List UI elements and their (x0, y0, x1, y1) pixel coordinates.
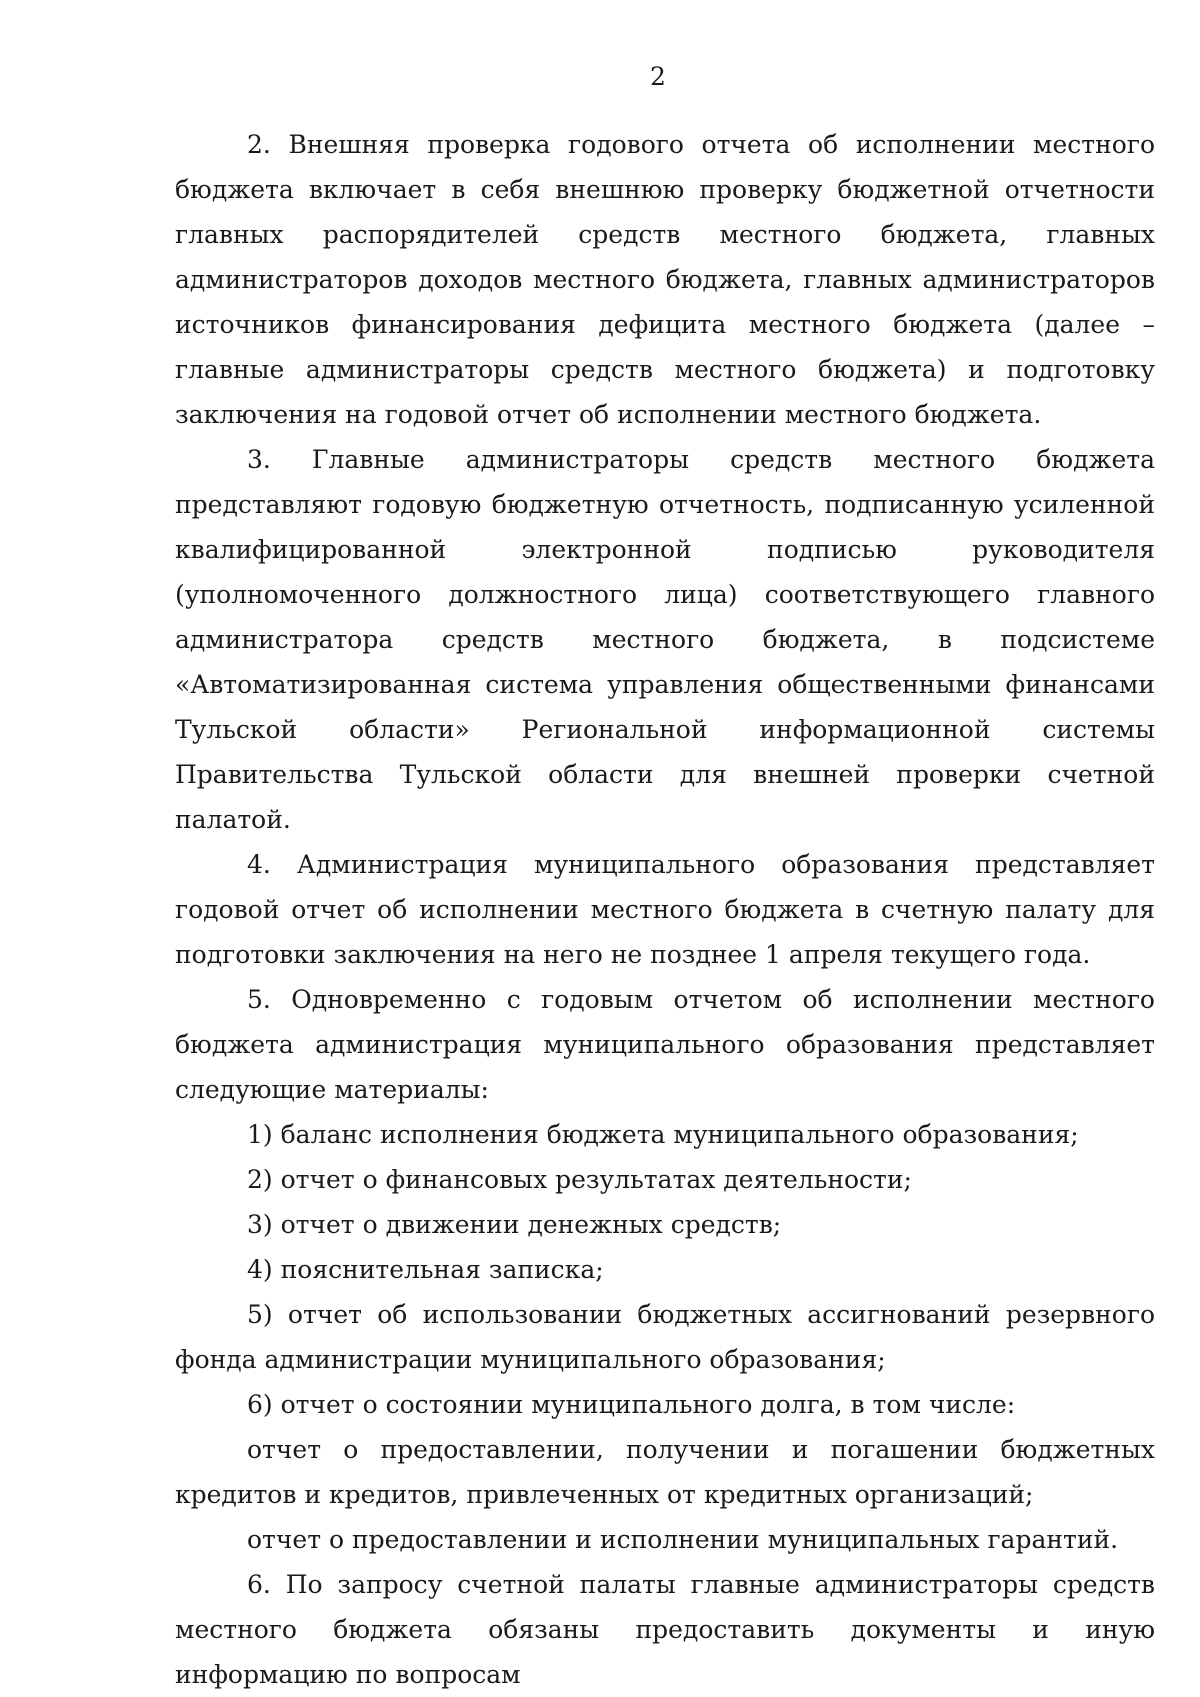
paragraph-2: 2. Внешняя проверка годового отчета об исполнении местного бюджета включает в себя внешнюю проверку бюджетной отчетности главных распорядителей средств местного бюджета, главных администраторов доходов местного бюджета, главных администраторов источников финансирования дефицита местного бюджета (далее – главные администраторы средств местного бюджета) и подготовку заключения на годовой отчет об исполнении местного бюджета. (175, 130, 1155, 429)
page-number: 2 (650, 62, 666, 91)
document-body (175, 122, 1155, 1697)
list-item-balance: 1) баланс исполнения бюджета муниципального образования; (247, 1120, 1079, 1149)
list-item-municipal-debt: 6) отчет о состоянии муниципального долга, в том числе: (247, 1390, 1016, 1419)
list-item-cash-flow: 3) отчет о движении денежных средств; (247, 1210, 782, 1239)
list-item-reserve-fund: 5) отчет об использовании бюджетных ассигнований резервного фонда администрации муниципального образования; (175, 1300, 1155, 1374)
paragraph-5: 5. Одновременно с годовым отчетом об исполнении местного бюджета администрация муниципального образования представляет следующие материалы: (175, 985, 1155, 1104)
sub-item-budget-credits: отчет о предоставлении, получении и погашении бюджетных кредитов и кредитов, привлеченных от кредитных организаций; (175, 1435, 1155, 1509)
list-item-explanatory-note: 4) пояснительная записка; (247, 1255, 604, 1284)
paragraph-4: 4. Администрация муниципального образования представляет годовой отчет об исполнении местного бюджета в счетную палату для подготовки заключения на него не позднее 1 апреля текущего года. (175, 850, 1155, 969)
paragraph-6: 6. По запросу счетной палаты главные администраторы средств местного бюджета обязаны предоставить документы и иную информацию по вопросам (175, 1570, 1155, 1689)
list-item-financial-results: 2) отчет о финансовых результатах деятельности; (247, 1165, 912, 1194)
paragraph-3: 3. Главные администраторы средств местного бюджета представляют годовую бюджетную отчетность, подписанную усиленной квалифицированной электронной подписью руководителя (уполномоченного должностного лица) соответствующего главного администратора средств местного бюджета, в подсистеме «Автоматизированная система управления общественными финансами Тульской области» Региональной информационной системы Правительства Тульской области для внешней проверки счетной палатой. (175, 445, 1155, 834)
sub-item-guarantees: отчет о предоставлении и исполнении муниципальных гарантий. (247, 1525, 1119, 1554)
